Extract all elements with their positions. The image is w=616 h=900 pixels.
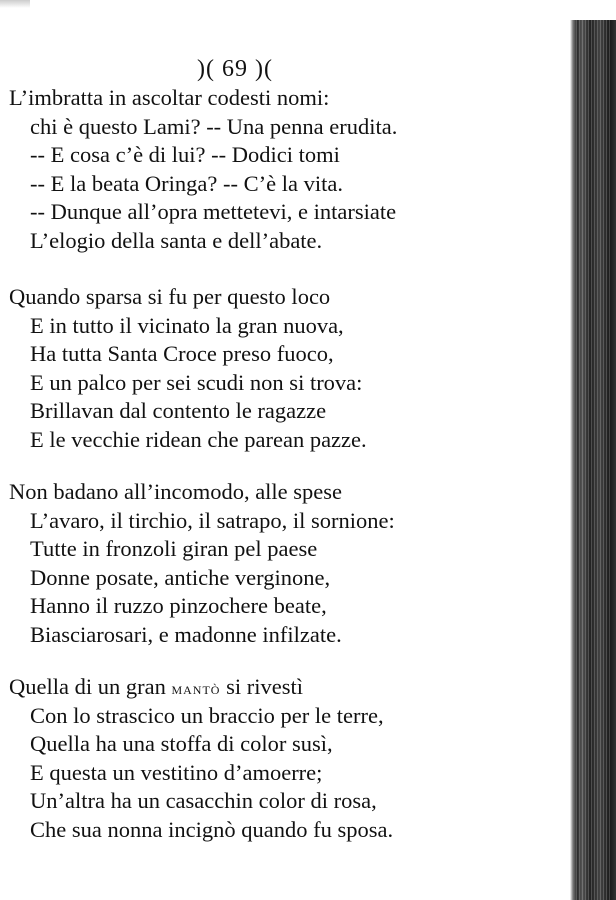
page-number: )( 69 )( <box>197 56 273 82</box>
verse-line: Non badano all’incomodo, alle spese <box>9 479 343 504</box>
verse-line <box>0 673 560 702</box>
verse-line: E un palco per sei scudi non si trova: <box>30 369 363 395</box>
verse-line: L’imbratta in ascoltar codesti nomi: <box>9 85 330 110</box>
verse-line: Tutte in fronzoli giran pel paese <box>30 536 318 561</box>
verse-text: si rivestì <box>220 674 303 699</box>
verse-line: Un’altra ha un casacchin color di rosa, <box>30 788 377 813</box>
verse-line: -- E cosa c’è di lui? -- Dodici tomi <box>30 142 340 167</box>
verse-line: E questa un vestitino d’amoerre; <box>30 759 323 785</box>
stanza-1 <box>0 84 560 255</box>
smallcaps-word: mantò <box>171 679 221 698</box>
stanza-3 <box>0 478 560 649</box>
verse-line: -- Dunque all’opra mettetevi, e intarsiate <box>30 199 397 224</box>
verse-line: -- E la beata Oringa? -- C’è la vita. <box>30 170 343 196</box>
verse-line: Che sua nonna incignò quando fu sposa. <box>30 816 394 842</box>
verse-text: Quella di un gran <box>9 674 166 699</box>
verse-line: Con lo strascico un braccio per le terre, <box>30 702 384 728</box>
verse-line: L’elogio della santa e dell’abate. <box>30 227 323 253</box>
verse-line: Brillavan dal contento le ragazze <box>30 398 327 423</box>
verse-line: chi è questo Lami? -- Una penna erudita. <box>30 113 398 139</box>
stanza-2 <box>0 283 560 454</box>
verse-line: L’avaro, il tirchio, il satrapo, il sornione: <box>30 507 395 533</box>
book-page-edge <box>570 20 616 900</box>
verse-line: Quando sparsa si fu per questo loco <box>9 284 331 309</box>
page-corner-mark <box>0 0 30 8</box>
verse-line: Ha tutta Santa Croce preso fuoco, <box>30 341 334 366</box>
stanza-4 <box>0 673 560 844</box>
verse-line: Biasciarosari, e madonne infilzate. <box>30 621 342 647</box>
verse-line: E le vecchie ridean che parean pazze. <box>30 426 367 452</box>
verse-line: Donne posate, antiche verginone, <box>30 564 331 590</box>
verse-line: Hanno il ruzzo pinzochere beate, <box>30 593 327 618</box>
verse-line: E in tutto il vicinato la gran nuova, <box>30 312 344 338</box>
verse-line: Quella ha una stoffa di color susì, <box>30 731 333 756</box>
